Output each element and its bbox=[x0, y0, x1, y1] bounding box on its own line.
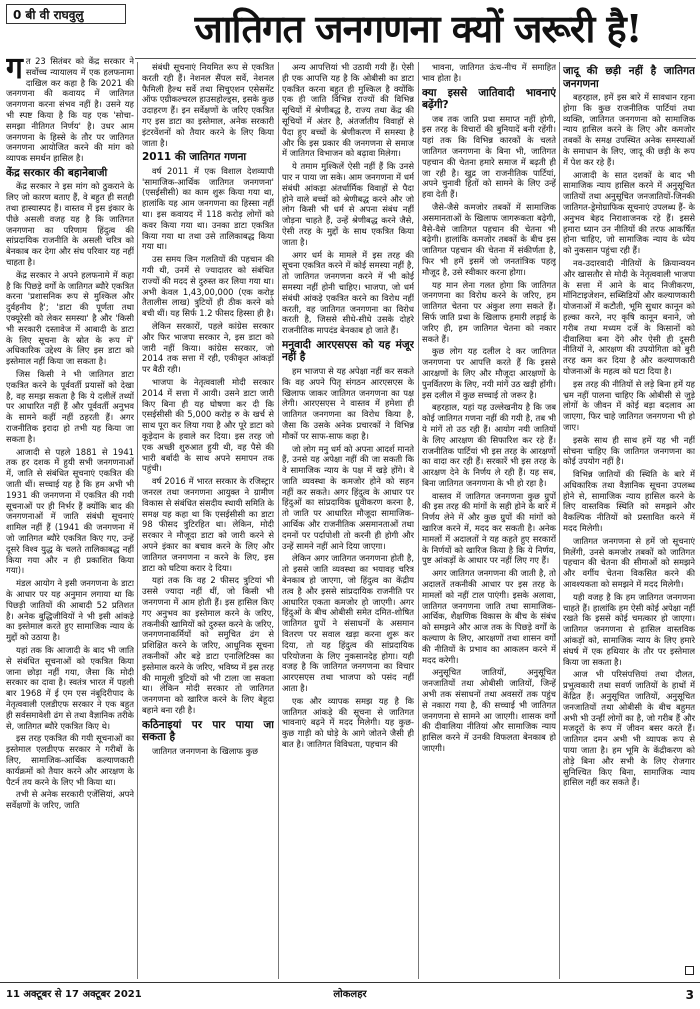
intro-paragraph: गत 23 सितंबर को केंद्र सरकार ने सर्वोच्च न्यायालय में एक हलफनामा दाखिल कर कहा है कि 2021 की जनगणना की कवायद में जातिगत जनगणना करना संभव नहीं है। उसने यह भी स्पष्ट किया है कि यह एक 'सोचा-समझा नीतिगत निर्णय' है। उधर आम जनगणना के हिस्से के तौर पर जातिगत जनगणना आयोजित करने की मांग को व्यापक समर्थन हासिल है। bbox=[6, 51, 134, 164]
page-number: 3 bbox=[685, 988, 694, 1002]
paragraph: जैसे-जैसे कमजोर तबकों में सामाजिक असमानताओं के खिलाफ जागरूकता बढ़ेगी, वैसे-वैसे जातिगत पहचान की चेतना भी बढ़ेगी। हालांकि कमजोर तबकों के बीच इस जातिगत पहचान की चेतना में संकीर्णता है, फिर भी हमें इसमें जो जनतांत्रिक पहलू मौजूद है, उसे स्वीकार करना होगा। bbox=[422, 201, 556, 277]
footer-publication: लोकलहर bbox=[333, 989, 367, 1000]
end-mark-icon bbox=[685, 966, 694, 975]
column-2 bbox=[142, 62, 274, 977]
paragraph: यही वजह है कि हम जातिगत जनगणना चाहते हैं। हालांकि हम ऐसी कोई अपेक्षा नहीं रखते कि इससे कोई चमत्कार हो जाएगा। जातिगत जनगणना से हासिल वास्तविक आंकड़ों को, सामाजिक न्याय के लिए हमारे संघर्ष में एक हथियार के तौर पर इस्तेमाल किया जा सकता है। bbox=[563, 591, 695, 667]
paragraph: भाजपा के नेतृत्ववाली मोदी सरकार 2014 में सत्ता में आयी। उसने डाटा जारी किए बिना ही यह घोषणा कर दी कि एसईसीसी की 5,000 करोड़ रु के खर्च से साथ पूरा कर लिया गया है और पूरे डाटा को कूड़ेदान के हवाले कर दिया। इस तरह जो एक अच्छी शुरुआत हुयी थी, वह पैसे की भारी बर्बादी के साथ अपने समापन तक पहुंची। bbox=[142, 377, 274, 474]
column-4 bbox=[422, 62, 556, 977]
paragraph: जातिगत जनगणना से हमें जो सूचनाएं मिलेंगी, उनसे कमजोर तबकों को जातिगत पहचान की चेतना की सीमाओं को समझने और वर्गीय चेतना विकसित करने की आवश्यकता को समझने में मदद मिलेगी। bbox=[563, 535, 695, 590]
footer-date: 11 अक्टूबर से 17 अक्टूबर 2021 bbox=[6, 989, 142, 1000]
subheading-difficulties: कठिनाइयां पर पार पाया जा सकता है bbox=[142, 718, 274, 744]
subheading-excuses: केंद्र सरकार की बहानेबाजी bbox=[6, 166, 108, 179]
author-byline: 0 बी वी राघवुलु bbox=[6, 4, 126, 24]
col4-body-b bbox=[422, 114, 556, 754]
paragraph: इस तरह की नीतियों से लड़े बिना हमें यह भ्रम नहीं पालना चाहिए कि ओबीसी से जुड़े लोगों के जीवन में कोई बड़ा बदलाव आ जाएगा, फिर चाहे जातिगत जनगणना भी हो जाए। bbox=[563, 378, 695, 432]
paragraph: जो लोग मनु धर्म को अपना आदर्श मानते हैं, उनसे यह अपेक्षा नहीं की जा सकती कि वे सामाजिक न्याय के पक्ष में खड़े होंगे। वे जाति व्यवस्था के कमजोर होने को सहन नहीं कर सकते। अगर हिंदुत्व के आधार पर हिंदुओं का सांप्रदायिक ध्रुवीकरण करना है, तो जाति पर आधारित मौजूदा सामाजिक-आर्थिक और राजनीतिक असमानताओं तथा दमनों पर पर्दापोशी तो करनी ही होगी और उन्हें सामने नहीं आने दिया जाएगा। bbox=[282, 443, 414, 551]
col4-body-a bbox=[422, 62, 556, 84]
col5-body bbox=[563, 92, 695, 788]
column-divider bbox=[278, 62, 279, 979]
headline: जातिगत जनगणना क्यों जरूरी है! bbox=[194, 6, 642, 51]
col3-body-a bbox=[282, 62, 414, 336]
paragraph: यह मान लेना गलत होगा कि जातिगत जनगणना का विरोध करने के जरिए, हम जातिगत चेतना पर अंकुश लगा सकते हैं। सिर्फ जाति प्रथा के खिलाफ हमारी लड़ाई के जरिए ही, हम जातिगत चेतना को नकार सकते हैं। bbox=[422, 279, 556, 344]
subheading-casteist-feelings: क्या इससे जातिवादी भावनाएं बढ़ेंगी? bbox=[422, 86, 556, 112]
col3-body-b bbox=[282, 366, 414, 750]
paragraph: कुछ लोग यह दलील दे कर जातिगत जनगणना पर आपत्ति करते हैं कि इससे आरक्षणों के लिए और मौजूदा आरक्षणों के पुनर्वितरण के लिए, नयी मांगें उठ खड़ी होंगी। इस दलील में कुछ सच्चाई तो जरूर है। bbox=[422, 346, 556, 400]
paragraph: इस तरह एकत्रित की गयी सूचनाओं का इस्तेमाल एलडीएफ सरकार ने गरीबों के लिए, सामाजिक-आर्थिक कल्याणकारी कार्यक्रमों को तैयार करने और आरक्षण के पैटर्न तय करने के लिए भी किया था। bbox=[6, 733, 134, 787]
paragraph: जातिगत जनगणना के खिलाफ कुछ bbox=[152, 745, 258, 756]
col2-body-a bbox=[142, 62, 274, 148]
subheading-2011-census: 2011 की जातिगत गणना bbox=[142, 151, 247, 164]
headline-rule bbox=[135, 58, 696, 59]
footer bbox=[0, 982, 700, 1009]
paragraph: यहां तक कि वह 2 फीसद त्रुटियां भी उससे ज्यादा नहीं थीं, जो किसी भी जनगणना में आम होती हैं। इस हासिल किए गए अनुभव का इस्तेमाल करने के जरिए, तकनीकी खामियों को दुरुस्त करने के जरिए, जनगणनाकर्मियों को समुचित ढंग से प्रशिक्षित करने के जरिए, आधुनिक सूचना तकनीकों और बड़े डाटा एनालिटिक्स का इस्तेमाल करने के जरिए, भविष्य में इस तरह की मामूली त्रुटियों को भी टाला जा सकता था। लेकिन मोदी सरकार तो जातिगत जनगणना को खारिज करने के लिए बेहूदा बहाने बना रही है। bbox=[142, 575, 274, 715]
paragraph: केंद्र सरकार ने अपने हलफनामे में कहा है कि पिछड़े वर्गों के जातिगत ब्यौरे एकत्रित करना 'प्रशासनिक रूप से मुश्किल और दुर्वहनीय है'; 'डाटा की पूर्णता तथा एक्यूरेसी को लेकर समस्या' है और 'किसी भी सरकारी दस्तावेज में आबादी के डाटा के लिए सूचना के स्रोत के रूप में' अधिकारिक उद्देश्य के लिए इस डाटा को इस्तेमाल नहीं किया जा सकता है। bbox=[6, 269, 134, 367]
paragraph: लेकिन सरकारों, पहले कांग्रेस सरकार और फिर भाजपा सरकार ने, इस डाटा को जारी नहीं किया। कांग्रेस सरकार, जो 2014 तक सत्ता में रही, एकीकृत आंकड़ों पर बैठी रही। bbox=[142, 321, 274, 375]
col2-body-c bbox=[142, 746, 274, 757]
paragraph: अगर जातिगत जनगणना की जाती है, तो अदालतें तकनीकी आधार पर इस तरह के मामलों को नहीं टाल पाएंगी। इसके अलावा, जातिगत जनगणना जाति तथा सामाजिक-आर्थिक, शैक्षणिक विकास के बीच के संबंध को समझने और आज तक के पिछड़े वर्गों के कल्याण के लिए, आरक्षणों तथा शासन वर्गों की नीतियों के प्रभाव का आकलन करने में मदद करेगी। bbox=[422, 568, 556, 665]
subheading-magic-wand: जादू की छड़ी नहीं है जातिगत जनगणना bbox=[563, 65, 695, 90]
column-divider bbox=[559, 62, 560, 979]
paragraph: वर्ष 2011 में एक विशाल देशव्यापी 'सामाजिक-आर्थिक जातिगत जनगणना' (एसईसीसी) का काम शुरू किया गया था, हालांकि यह आम जनगणना का हिस्सा नहीं था। इस कवायद में 118 करोड़ लोगों को कवर किया गया था। उनका डाटा एकत्रित किया गया था तथा उसे तालिकाबद्ध किया गया था। bbox=[142, 165, 274, 252]
paragraph: आज भी परिसंपत्तियां तथा दौलत, प्रभुत्वकारी तथा सवर्ण जातियों के हाथों में केंद्रित हैं। अनुसूचित जातियों, अनुसूचित जनजातियों तथा ओबीसी के बीच बहुमत अभी भी उन्हीं लोगों का है, जो गरीब हैं और मजदूरों के रूप में जीवन बसर करते हैं। जातिगत दमन अभी भी व्यापक रूप से पाया जाता है। हम भूमि के केंद्रीकरण को तोड़े बिना और सभी के लिए रोजगार सुनिश्चित किए बिना, सामाजिक न्याय हासिल नहीं कर सकते हैं। bbox=[563, 669, 695, 788]
paragraph: अनुसूचित जातियों, अनुसूचित जनजातियों तथा ओबीसी जातियों, जिन्हें अभी तक संसाधनों तथा अवसरों तक पहुंच से नकारा गया है, की सच्चाई भी जातिगत जनगणना से सामने आ जाएगी। शासक वर्गों की दीवालिया नीतियां और सामाजिक न्याय हासिल करने में उनकी विफलता बेनकाब हो जाएगी। bbox=[422, 667, 556, 754]
paragraph: वास्तव में जातिगत जनगणना कुछ ग्रुपों की इस तरह की मांगों के सही होने के बारे में निर्णय लेने में और कुछ ग्रुपों की मांगों को खारिज करने में, मदद कर सकती है। अनेक मामलों में अदालतों ने यह कहते हुए सरकारों के निर्णयों को खारिज किया है कि ये निर्णय, पुष्ट आंकड़ों के आधार पर नहीं लिए गए हैं। bbox=[422, 490, 556, 566]
dropcap: ग bbox=[6, 51, 23, 86]
paragraph: नव-उदारवादी नीतियों के क्रियान्वयन और खासतौर से मोदी के नेतृत्ववाली भाजपा के सत्ता में आने के बाद निजीकरण, मॉनिटाइजेशन, सब्सिडियों और कल्याणकारी योजनाओं में कटौती, भूमि सुधार कानून को हल्का करने, नए कृषि कानून बनाने, जो गरीब तथा मध्यम दर्जे के किसानों को दीवालिया बना देंगे और ऐसी ही दूसरी नीतियों ने, आरक्षण की उपयोगिता को बुरी तरह कम कर दिया है और कल्याणकारी योजनाओं के महत्व को घटा दिया है। bbox=[563, 257, 695, 376]
paragraph: तभी से अनेक सरकारी एजेंसियां, अपने सर्वेक्षणों के जरिए, जाति bbox=[6, 789, 134, 811]
paragraph: विभिन्न जातियों की स्थिति के बारे में अधिकारिक तथा वैज्ञानिक सूचना उपलब्ध होने से, सामाजिक न्याय हासिल करने के लिए वास्तविक स्थिति को समझने और वैकल्पिक नीतियों को प्रस्तावित करने में मदद मिलेगी। bbox=[563, 469, 695, 534]
paragraph: आजादी से पहले 1881 से 1941 तक हर दशक में हुयी सभी जनगणनाओं में, जाति से संबंधित सूचनाएं एकत्रित की जाती थीं। सच्चाई यह है कि हम अभी भी 1931 की जनगणना में एकत्रित की गयी सूचनाओं पर ही निर्भर हैं क्योंकि बाद की जनगणनाओं में जाति संबंधी सूचनाएं शामिल नहीं हैं (1941 की जनगणना में जो जातिगत ब्यौरे एकत्रित किए गए, उन्हें दूसरे विश्व युद्ध के चलते तालिकाबद्ध नहीं किया गया और न ही प्रकाशित किया गया)। bbox=[6, 446, 134, 576]
paragraph: संबंधी सूचनाएं नियमित रूप से एकत्रित करती रही हैं। नेशनल सैंपल सर्वे, नेशनल फैमिली हैल्थ सर्वे तथा सिचुएशन एसेसमेंट ऑफ एग्रीकल्चरल हाउसहोल्ड्स, इसके कुछ उदाहरण हैं। इन सर्वेक्षणों के जरिए एकत्रित गए इस डाटा का इस्तेमाल, अनेक सरकारी इंटरवेंशनों को तैयार करने के लिए किया जाता है। bbox=[142, 62, 274, 148]
column-divider bbox=[418, 62, 419, 979]
paragraph: हम भाजपा से यह अपेक्षा नहीं कर सकते कि वह अपने पितृ संगठन आरएसएस के खिलाफ जाकर जातिगत जनगणना का पक्ष लेगी। आरएसएस ने वास्तव में हमेशा ही जातिगत जनगणना का विरोध किया है, जैसा कि उसके अनेक प्रचारकों ने विभिन्न मौकों पर साफ-साफ कहा है। bbox=[282, 365, 414, 441]
column-5 bbox=[563, 62, 695, 977]
paragraph: जब तक जाति प्रथा समाप्त नहीं होगी, इस तरह के विचारों की बुनियादें बनी रहेंगी। यहां तक कि विभिन्न कारकों के चलते जातिगत जनगणना के बिना भी, जातिगत पहचान की चेतना हमारे समाज में बढ़ती ही जा रही है। खुद्र जा राजनीतिक पार्टियां, अपने चुनावी हितों को सामने के लिए उन्हें हवा देती हैं। bbox=[422, 113, 556, 200]
col2-body-b bbox=[142, 166, 274, 716]
column-3 bbox=[282, 62, 414, 977]
paragraph: जिस किसी ने भी जातिगत डाटा एकत्रित करने के पूर्ववर्ती प्रयासों को देखा है, वह समझ सकता है कि ये दलीलें तथ्यों पर आधारित नहीं हैं और पूर्ववर्ती अनुभव के सामने कहीं नहीं ठहरती हैं। अगर राजनीतिक इरादा हो तभी यह किया जा सकता है। bbox=[6, 369, 134, 444]
paragraph: बहरहाल, हमें इस बारे में सावधान रहना होगा कि कुछ राजनीतिक पार्टियां तथा व्यक्ति, जातिगत जनगणना को सामाजिक न्याय हासिल करने के लिए और कमजोर तबकों के समक्ष उपस्थित अनेक समस्याओं के समाधान के लिए, जादू की छड़ी के रूप में पेश कर रहे हैं। bbox=[563, 92, 695, 167]
paragraph: यहां तक कि आजादी के बाद भी जाति से संबंधित सूचनाओं को एकत्रित किया जाना छोड़ा नहीं गया, जैसा कि मोदी सरकार का दावा है। स्वतंत्र भारत में पहली बार 1968 में ई एम एस नंबूदिरीपाद के नेतृत्ववाली एलडीएफ सरकार ने एक बहुत ही सर्वसमावेशी ढंग से तथा वैज्ञानिक तरीके से, जातिगत ब्यौरे एकत्रित किए थे। bbox=[6, 644, 134, 731]
paragraph: मंडल आयोग ने इसी जनगणना के डाटा के आधार पर यह अनुमान लगाया था कि पिछड़ी जातियों की आबादी 52 प्रतिशत है। अनेक बुद्धिजीवियों ने भी इसी आंकड़े का इस्तेमाल करते हुए सामाजिक न्याय के मुद्दों को उठाया है। bbox=[6, 578, 134, 643]
paragraph: बहरहाल, यहां यह उल्लेखनीय है कि जब कोई जातिगत गणना नहीं की गयी है, तब भी ये मांगें तो उठ रही हैं। आयोग नयी जातियों के लिए आरक्षण की सिफारिश कर रहे हैं। राजनीतिक पार्टियां भी इस तरह के आरक्षणों का वादा कर रही हैं। सरकारें भी इस तरह के आरक्षण देने के निर्णय ले रही हैं। यह सब, बिना जातिगत जनगणना के भी हो रहा है। bbox=[422, 402, 556, 488]
paragraph: भावना, जातिगत ऊंच-नीच में समाहित भाव होता है। bbox=[422, 62, 556, 83]
paragraph: अन्य आपत्तियां भी उठायी गयी हैं। ऐसी ही एक आपत्ति यह है कि ओबीसी का डाटा एकत्रित करना बहुत ही मुश्किल है क्योंकि एक ही जाति विभिन्न राज्यों की विभिन्न सूचियों में श्रेणीबद्ध है, राज्य तथा केंद्र की सूचियों में अंतर है, अंतर्जातीय विवाहों से पैदा हुए बच्चों के श्रेणीकरण में समस्या है और कि इस प्रकार की जनगणना से समाज में जातिगत विभाजन को बढ़ावा मिलेगा। bbox=[282, 62, 414, 159]
col1-body bbox=[6, 181, 134, 810]
column-divider bbox=[137, 62, 138, 979]
subheading-rss: मनुवादी आरएसएस को यह मंजूर नहीं है bbox=[282, 338, 414, 364]
paragraph: उस समय जिन गलतियों की पहचान की गयी थी, उनमें से ज्यादातर को संबंधित राज्यों की मदद से दुरुस्त कर लिया गया था। अभी केवल 1,43,00,000 (एक करोड़ तैतालीस लाख) त्रुटियों ही ठीक करने को बची थीं। यह सिर्फ 1.2 फीसद हिस्सा ही है। bbox=[142, 254, 274, 319]
paragraph: आजादी के सात दशकों के बाद भी सामाजिक न्याय हासिल करने में अनुसूचित जातियों तथा अनुसूचित जनजातियों-जिनकी जातिगत-ड्रेमोग्राफिक सूचनाएं उपलब्ध हैं- के अनुभव बेहद निराशाजनक रहे हैं। इससे हमारा ध्यान उन नीतियों की तरफ आकर्षित होना चाहिए, जो सामाजिक न्याय के ध्येय को नुकसान पहुंचा रही हैं। bbox=[563, 169, 695, 256]
paragraph: वर्ष 2016 में भारत सरकार के रजिस्ट्रार जनरल तथा जनगणना आयुक्त ने ग्रामीण विकास से संबंधित संसदीय स्थायी समिति के समक्ष यह कहा था कि एसईसीसी का डाटा 98 फीसद त्रुटिरहित था। लेकिन, मोदी सरकार ने मौजूदा डाटा को जारी करने से अपने इंकार का बचाव करने के लिए और जातिगत जनगणना न करने के लिए, इस डाटा को घटिया करार दे दिया। bbox=[142, 476, 274, 573]
paragraph: इसके साथ ही साथ हमें यह भी नहीं सोचना चाहिए कि जातिगत जनगणना का कोई उपयोग नहीं है। bbox=[563, 434, 695, 467]
paragraph: केंद्र सरकार ने इस मांग को ठुकराने के लिए जो कारण बताए हैं, वे बहुत ही सतही तथा हास्यास्पद हैं। वास्तव में इस इंकार के पीछे असली वजह यह है कि जातिगत जनगणना का परिणाम हिंदुत्व की सांप्रदायिक राजनीति के असली चरित्र को बेनकाब कर देगा और संघ परिवार यह नहीं चाहता है। bbox=[6, 181, 134, 268]
paragraph: एक और व्यापक समझ यह है कि जातिगत आंकड़े की सूचना से जातिगत भावनाएं बढ़ने में मदद मिलेगी। यह कुछ-कुछ गाड़ी को घोड़े के आगे जोतने जैसी ही बात है। जातिगत विविधता, पहचान की bbox=[282, 695, 414, 750]
paragraph: अगर धर्म के मामले में इस तरह की सूचना एकत्रित करने में कोई समस्या नहीं है, तो जातिगत जनगणना करने में भी कोई समस्या नहीं होनी चाहिए। भाजपा, जो धर्म संबंधी आंकड़े एकत्रित करने का विरोध नहीं करती, वह जातिगत जनगणना का विरोध करती है, जिससे सीधे-सीधे उसके दोहरे राजनीतिक मापदंड बेनकाब हो जाते हैं। bbox=[282, 249, 414, 336]
paragraph: लेकिन अगर जातिगत जनगणना होती है, तो इससे जाति व्यवस्था का भयावह चरित्र बेनकाब हो जाएगा, जो हिंदुत्व का केंद्रीय तत्व है और इससे सांप्रदायिक राजनीति पर आधारित एकता कमजोर हो जाएगी। अगर हिंदुओं के बीच ओबीसी समेत दमित-शोषित जातिगत ग्रुपों ने संसाधनों के असमान वितरण पर सवाल खड़ा करना शुरू कर दिया, तो यह हिंदुत्व की सांप्रदायिक परियोजना के लिए नुकसानदेह होगा। यही वजह है कि जातिगत जनगणना का विचार आरएसएस तथा भाजपा को पसंद नहीं आता है। bbox=[282, 553, 414, 694]
paragraph: ये तमाम मुश्किलें ऐसी नहीं हैं कि उनसे पार न पाया जा सके। आम जनगणना में धर्म संबंधी आंकड़ा अंतर्धार्मिक विवाहों से पैदा होने वाले बच्चों को श्रेणीबद्ध करने और जो लोग किसी भी धर्म से अपना संबंध नहीं जोड़ना चाहते हैं, उन्हें श्रेणीबद्ध करने जैसे, ऐसी तरह के मुद्दों के साथ एकत्रित किया जाता है। bbox=[282, 161, 414, 247]
column-1 bbox=[6, 30, 134, 977]
